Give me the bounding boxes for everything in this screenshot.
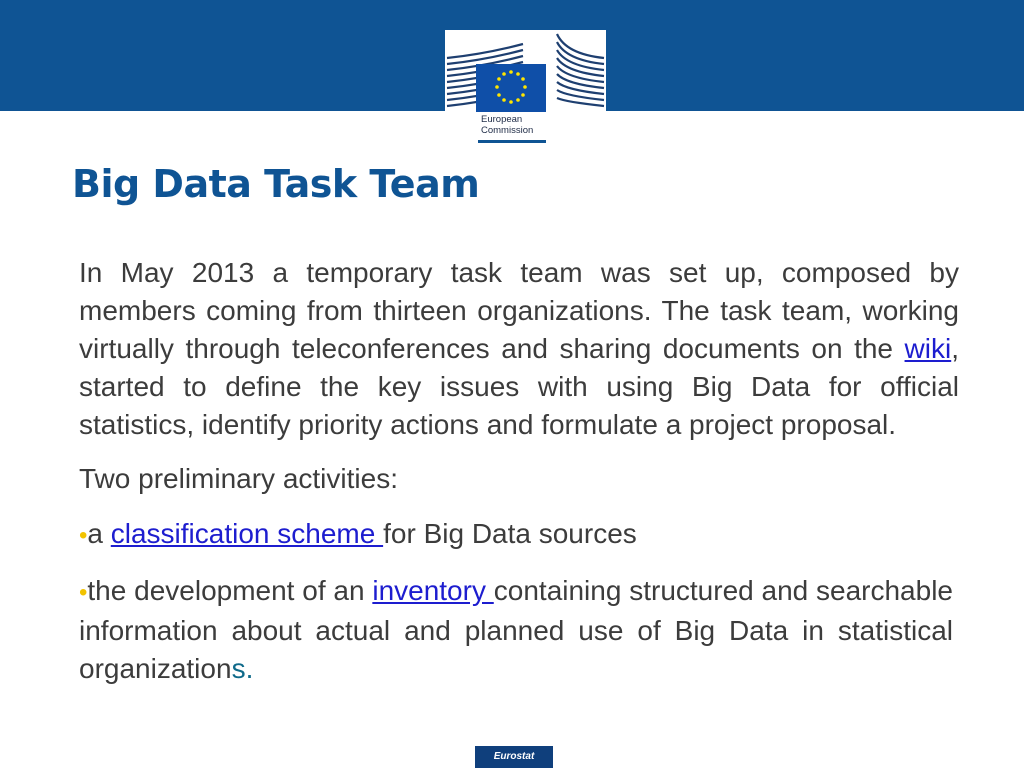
european-commission-logo <box>445 30 606 145</box>
classification-scheme-link[interactable]: classification scheme <box>110 518 384 549</box>
bullet-item-classification <box>79 515 953 555</box>
bullet-marker-icon: • <box>79 579 88 606</box>
logo-line-commission: Commission <box>481 125 534 136</box>
slide-body <box>79 254 959 688</box>
intro-text-before-link: In May 2013 a temporary task team was set up, composed by members coming from thirteen organizations. The task team, working virtually through teleconferences and sharing documents on the <box>79 257 959 364</box>
intro-paragraph <box>79 254 959 444</box>
bullet-text-before-link: a <box>87 518 111 549</box>
bullet-text-after-link: for Big Data sources <box>383 518 637 549</box>
bullet-item-inventory <box>79 572 953 688</box>
bullet-text-after-link: containing structured and searchable information about actual and planned use of Big Data in statistical organization <box>79 575 953 684</box>
eurostat-badge: Eurostat <box>475 746 553 768</box>
slide-title: Big Data Task Team <box>72 162 480 206</box>
european-commission-logo-icon <box>445 30 606 114</box>
bullet-text-before-link: the development of an <box>87 575 373 606</box>
bullet-marker-icon: • <box>79 522 88 549</box>
wiki-link[interactable]: wiki <box>904 333 952 364</box>
inventory-link[interactable]: inventory <box>372 575 494 606</box>
lead-text: Two preliminary activities: <box>79 463 398 494</box>
intro-text-after-link: , started to define the key issues with using Big Data for official statistics, identify priority actions and formulate a project proposal. <box>79 333 959 440</box>
bullet-text-end-accent: s. <box>231 653 254 684</box>
logo-underline <box>478 140 546 143</box>
logo-line-european: European <box>481 114 523 125</box>
